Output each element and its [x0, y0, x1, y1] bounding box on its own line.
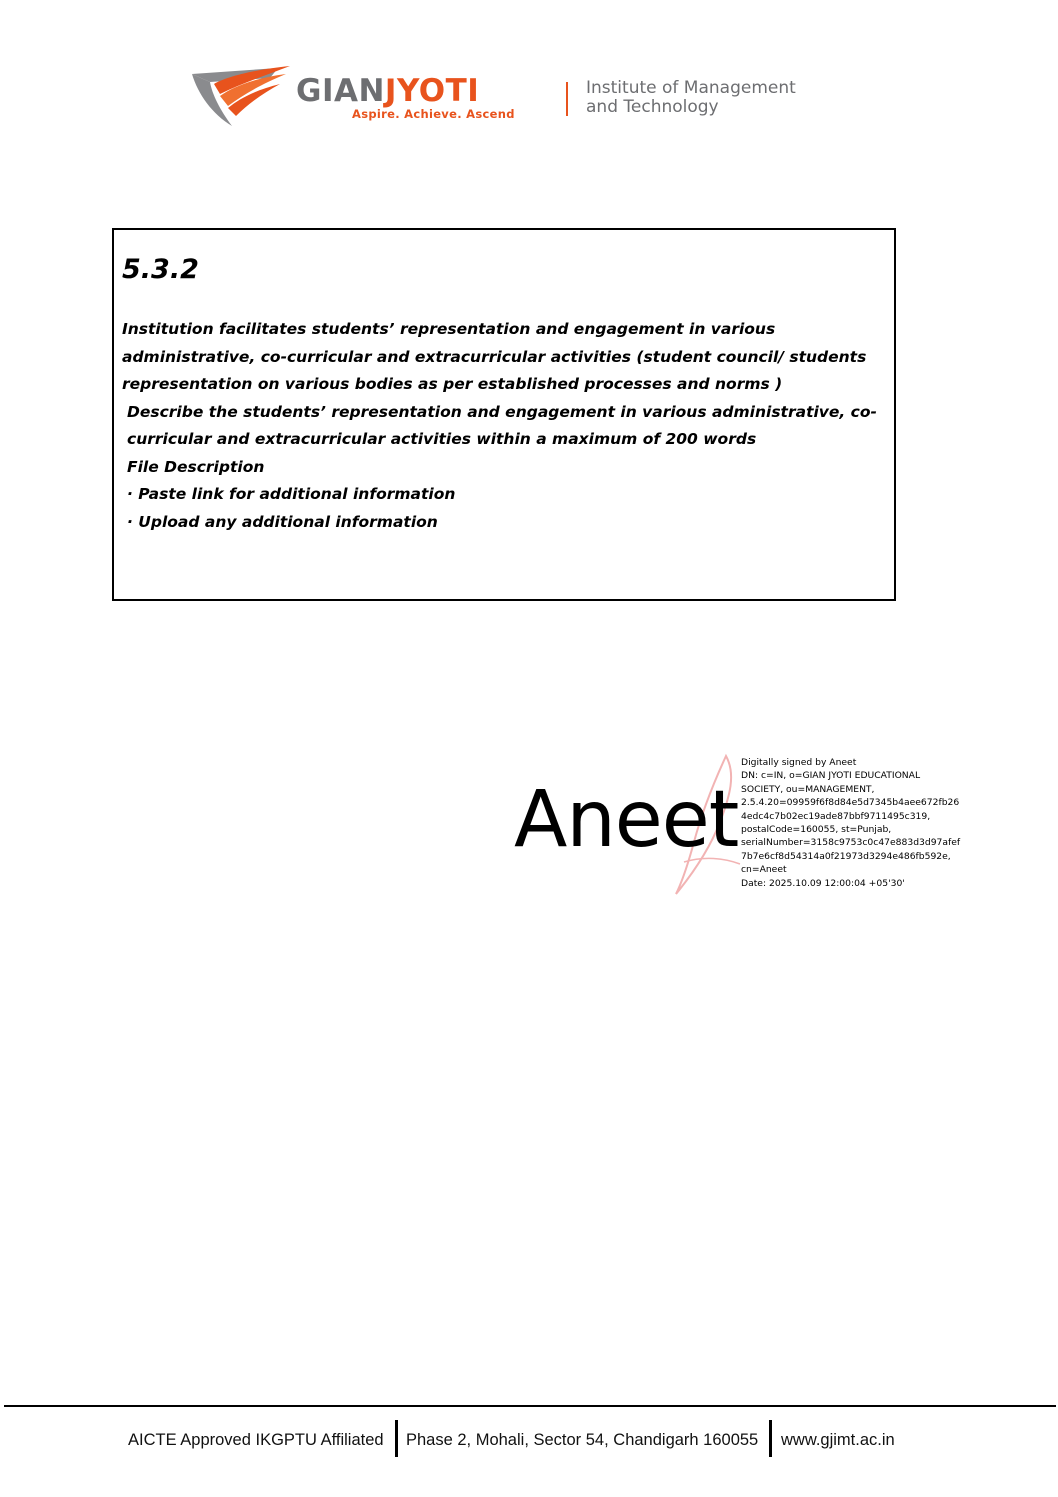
signature-detail-line: DN: c=IN, o=GIAN JYOTI EDUCATIONAL: [741, 770, 921, 782]
signer-name: Aneet: [514, 775, 739, 865]
signature-detail-line: Date: 2025.10.09 12:00:04 +05'30': [741, 877, 905, 889]
signature-details: [741, 756, 960, 890]
footer-separator: [769, 1420, 772, 1457]
brand-wordmark: [296, 73, 515, 121]
institute-name-line1: Institute of Management: [586, 78, 796, 98]
institute-name-line2: and Technology: [586, 97, 719, 117]
file-description-item: · Paste link for additional information: [127, 485, 456, 503]
brand-tagline: Aspire. Achieve. Ascend: [352, 107, 515, 121]
footer-divider: [4, 1405, 1056, 1407]
criterion-instruction: Describe the students’ representation and engagement in various administrative, co-curricular and extracurricular activities within a maximum of 200 words: [127, 402, 877, 448]
signature-detail-line: 2.5.4.20=09959f6f8d84e5d7345b4aee672fb26: [741, 797, 960, 809]
signature-detail-line: postalCode=160055, st=Punjab,: [741, 824, 892, 836]
signature-detail-line: 4edc4c7b02ec19ade87bbf9711495c319,: [741, 810, 931, 822]
criterion-statement: Institution facilitates students’ representation and engagement in various administrative, co-curricular and extracurricular activities (student council/ students representation on various bodies as per established processes and norms ): [122, 320, 867, 393]
institute-logo: [190, 64, 870, 128]
digital-signature: [514, 752, 974, 902]
institute-name: [586, 79, 796, 117]
logo-divider: [566, 82, 568, 116]
criterion-code: 5.3.2: [122, 254, 199, 285]
file-description-item: · Upload any additional information: [127, 512, 438, 531]
signature-detail-line: 7b7e6cf8d54314a0f21973d3294e486fb592e,: [741, 850, 951, 862]
signature-detail-line: serialNumber=3158c9753c0c47e883d3d97afef: [741, 837, 961, 849]
criterion-body: [122, 316, 888, 536]
brand-name-part2: JYOTI: [384, 73, 480, 109]
signature-detail-line: SOCIETY, ou=MANAGEMENT,: [741, 783, 875, 795]
footer-address: Phase 2, Mohali, Sector 54, Chandigarh 160055: [406, 1431, 759, 1449]
footer-separator: [395, 1420, 398, 1457]
page-footer: [0, 1418, 1058, 1458]
footer-website-link[interactable]: www.gjimt.ac.in: [781, 1431, 895, 1449]
signature-detail-line: Digitally signed by Aneet: [741, 757, 857, 768]
shield-swoosh-icon: [190, 64, 294, 128]
brand-name-part1: GIAN: [296, 73, 385, 109]
criterion-box: [112, 228, 896, 601]
file-description-heading: File Description: [127, 457, 265, 476]
signature-detail-line: cn=Aneet: [741, 864, 787, 876]
footer-accreditation: AICTE Approved IKGPTU Affiliated: [128, 1431, 384, 1449]
